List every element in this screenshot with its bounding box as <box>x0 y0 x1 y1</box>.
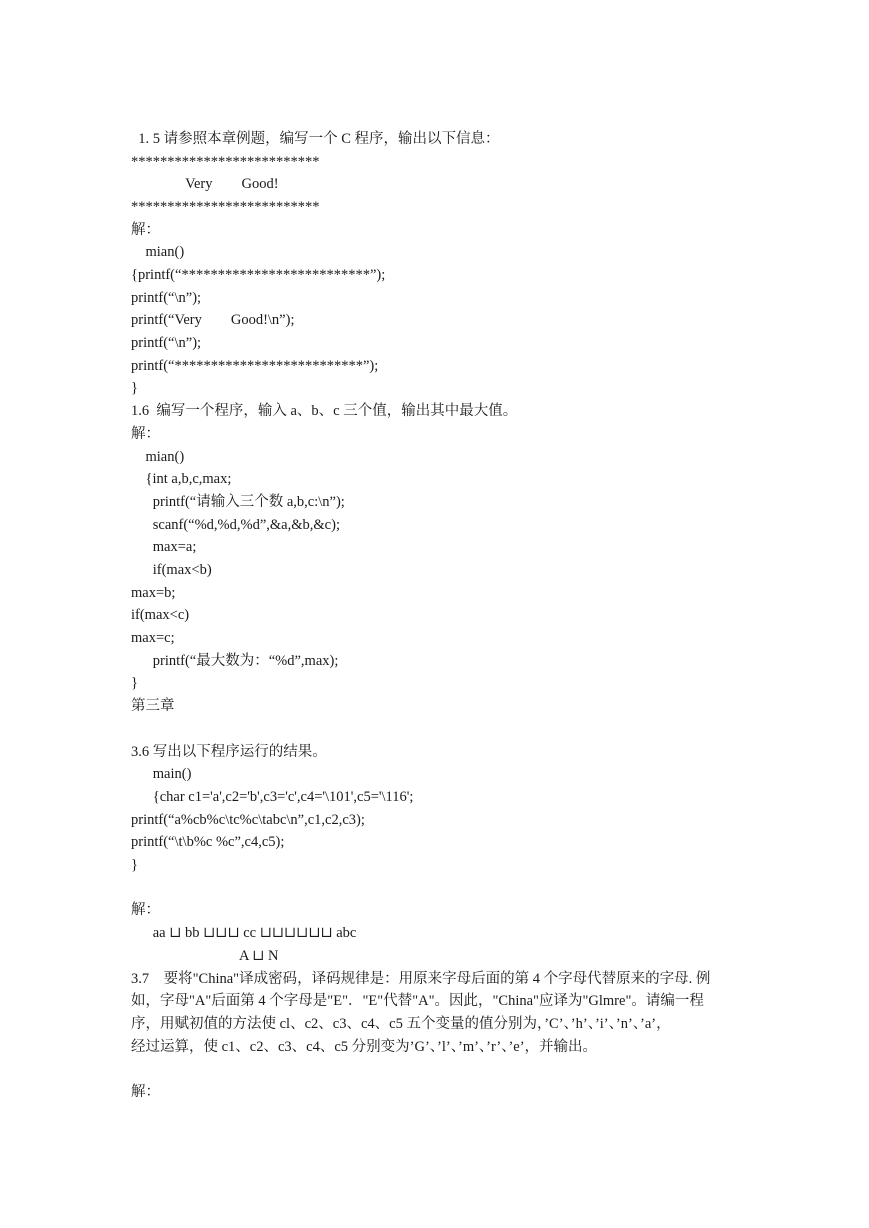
text-line: {char c1='a',c2='b',c3='c',c4='\101',c5='\116'; <box>131 789 414 805</box>
text-line: printf(“Very Good!\n”); <box>131 312 295 328</box>
text-line: 1.6 编写一个程序，输入 a、b、c 三个值，输出其中最大值。 <box>131 403 518 419</box>
text-line: Very Good! <box>131 176 279 192</box>
text-line: mian() <box>131 449 185 465</box>
text-line: ************************** <box>131 199 320 215</box>
text-line: 解： <box>131 1084 160 1100</box>
text-line: 3.7 要将"China"译成密码，译码规律是：用原来字母后面的第 4 个字母代替原来的字母. 例 <box>131 971 711 987</box>
text-line: printf(“请输入三个数 a,b,c:\n”); <box>131 494 345 510</box>
text-line: 解： <box>131 902 160 918</box>
text-line: max=a; <box>131 539 197 555</box>
text-line: {printf(“**************************”); <box>131 267 386 283</box>
text-line: if(max<b) <box>131 562 212 578</box>
text-line: } <box>131 857 138 873</box>
text-line: printf(“a%cb%c\tc%c\tabc\n”,c1,c2,c3); <box>131 812 365 828</box>
text-line: printf(“\n”); <box>131 290 202 306</box>
text-line: if(max<c) <box>131 607 190 623</box>
text-line: printf(“**************************”); <box>131 358 379 374</box>
text-line: 1. 5 请参照本章例题，编写一个 C 程序，输出以下信息： <box>131 131 500 147</box>
text-line: printf(“\n”); <box>131 335 202 351</box>
text-line: max=b; <box>131 585 176 601</box>
text-line: scanf(“%d,%d,%d”,&a,&b,&c); <box>131 517 340 533</box>
text-line: 解： <box>131 222 160 238</box>
text-line: ************************** <box>131 154 320 170</box>
text-line: } <box>131 675 138 691</box>
text-line: A ⊔ N <box>131 948 279 964</box>
text-line: 经过运算，使 c1、c2、c3、c4、c5 分别变为’G’、’l’、’m’、’r’、’e’，并输出。 <box>131 1039 598 1055</box>
text-line: 3.6 写出以下程序运行的结果。 <box>131 744 327 760</box>
chapter-heading: 第三章 <box>131 698 175 714</box>
text-line: main() <box>131 766 192 782</box>
text-line: {int a,b,c,max; <box>131 471 232 487</box>
text-line: } <box>131 380 138 396</box>
text-line: max=c; <box>131 630 175 646</box>
text-line: mian() <box>131 244 185 260</box>
text-line: 解： <box>131 426 160 442</box>
text-line: printf(“\t\b%c %c”,c4,c5); <box>131 834 285 850</box>
text-line: 如，字母"A"后面第 4 个字母是"E"．"E"代替"A"。因此，"China"应译为"Glmre"。请编一程 <box>131 993 704 1009</box>
text-line: printf(“最大数为：“%d”,max); <box>131 653 339 669</box>
text-line: 序，用赋初值的方法使 cl、c2、c3、c4、c5 五个变量的值分别为，’C’、’h’、’i’、’n’、’a’， <box>131 1016 671 1032</box>
text-line: aa ⊔ bb ⊔⊔⊔ cc ⊔⊔⊔⊔⊔⊔ abc <box>131 925 357 941</box>
